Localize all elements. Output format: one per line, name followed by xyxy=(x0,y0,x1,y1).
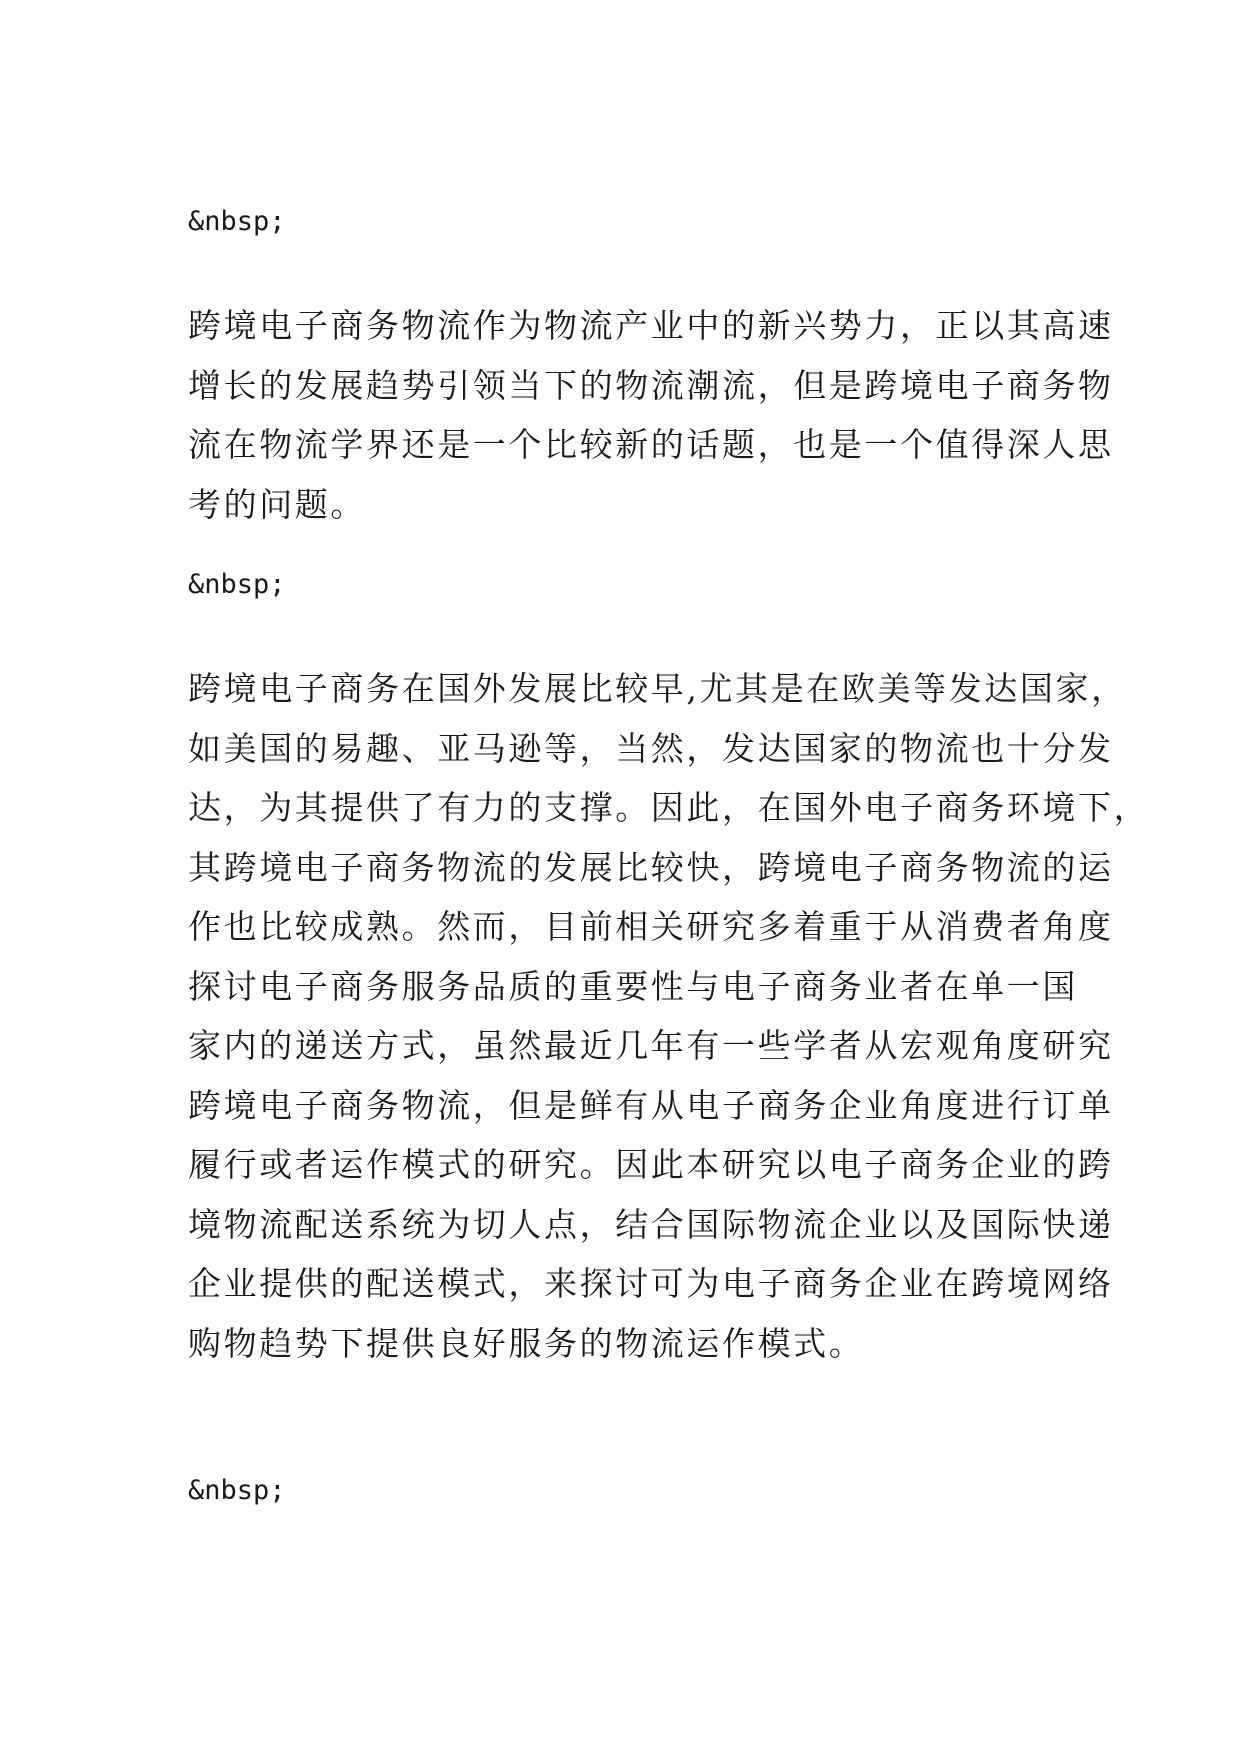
paragraph-line: 企业提供的配送模式，来探讨可为电子商务企业在跨境网络 xyxy=(188,1264,1114,1303)
paragraph-line: 流在物流学界还是一个比较新的话题，也是一个值得深人思 xyxy=(188,425,1114,464)
paragraph-line: 其跨境电子商务物流的发展比较快，跨境电子商务物流的运 xyxy=(188,847,1114,887)
paragraph-line: 履行或者运作模式的研究。因此本研究以电子商务企业的跨 xyxy=(188,1145,1114,1184)
paragraph-line: 购物趋势下提供良好服务的物流运作模式。 xyxy=(188,1323,865,1363)
nbsp-placeholder-text: &nbsp; xyxy=(188,569,286,600)
paragraph-line: 家内的递送方式，虽然最近几年有一些学者从宏观角度研究 xyxy=(188,1026,1114,1065)
paragraph-line: 作也比较成熟。然而，目前相关研究多着重于从消费者角度 xyxy=(188,907,1114,946)
nbsp-placeholder-text: &nbsp; xyxy=(188,1475,286,1506)
paragraph-background xyxy=(188,659,1150,1373)
paragraph-intro xyxy=(188,296,1114,534)
paragraph-line: 跨境电子商务物流，但是鲜有从电子商务企业角度进行订单 xyxy=(188,1085,1114,1125)
paragraph-line: 考的问题。 xyxy=(188,484,366,524)
nbsp-placeholder-text: &nbsp; xyxy=(188,206,286,237)
paragraph-line: 探讨电子商务服务品质的重要性与电子商务业者在单一国 xyxy=(188,966,1078,1006)
paragraph-line: 境物流配送系统为切人点，结合国际物流企业以及国际快递 xyxy=(188,1204,1114,1244)
paragraph-line: 增长的发展趋势引领当下的物流潮流，但是跨境电子商务物 xyxy=(188,365,1114,405)
paragraph-line: 达，为其提供了有力的支撑。因此，在国外电子商务环境下， xyxy=(188,788,1150,827)
paragraph-line: 跨境电子商务物流作为物流产业中的新兴势力，正以其高速 xyxy=(188,306,1114,345)
paragraph-line: 跨境电子商务在国外发展比较早,尤其是在欧美等发达国家， xyxy=(188,669,1127,708)
paragraph-line: 如美国的易趣、亚马逊等，当然，发达国家的物流也十分发 xyxy=(188,728,1114,768)
